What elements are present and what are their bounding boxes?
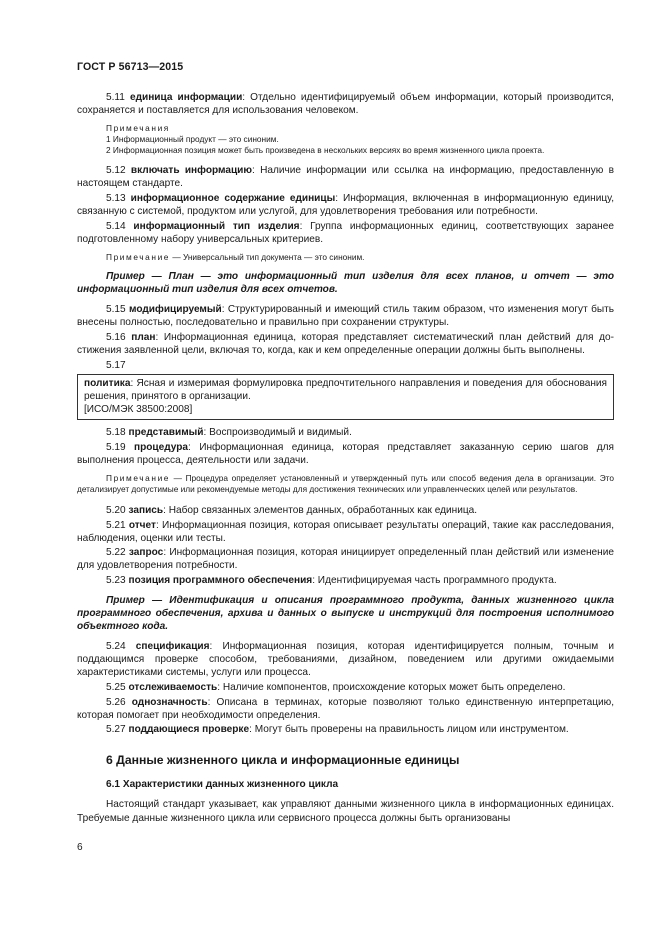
term-5-13: 5.13 информационное содержание единицы: Информация, включенная в информационную единицу, связанную с системой, продуктом или услугой, для удовлетворения требования или потребности.: [77, 193, 615, 218]
document-body: [77, 91, 614, 826]
section-6-1-text: Настоящий стандарт указывает, как управляют данными жизненного цикла в информационных единицах. Требуемые данные жизненного цикла или сервисного процесса должны быть организованы: [77, 799, 614, 824]
term-5-16: 5.16 план: Информационная единица, которая представляет систематический план действий для достижения заявленной цели, включая то, когда, как и кем определенные операции должны быть выполнены.: [77, 331, 614, 356]
term-5-25: 5.25 отслеживаемость: Наличие компонентов, происхождение которых может быть определено.: [106, 682, 566, 694]
term-5-20: 5.20 запись: Набор связанных элементов данных, обработанных как единица.: [106, 504, 478, 516]
term-5-14: 5.14 информационный тип изделия: Группа информационных единиц, соответствующих заранее подготовленному набору универсальных критериев.: [77, 220, 614, 245]
term-5-17-number: 5.17: [106, 359, 126, 371]
note-5-19: Примечание — Процедура определяет установленный и утвержденный путь или способ ведения дела в организации. Это детализирует допустимые или рекомендуемые методы для достижения технических или управленческих целей или результатов.: [77, 472, 614, 494]
term-5-26: 5.26 однозначность: Описана в терминах, которые позволяют только единственную интерпретацию, которая помогает при необходимости определения.: [77, 696, 614, 721]
section-6-heading: 6 Данные жизненного цикла и информационные единицы: [106, 753, 460, 768]
term-5-22: 5.22 запрос: Информационная позиция, которая инициирует определенный план действий или изменение для удовлетворения потребности.: [77, 547, 614, 572]
note-5-14: Примечание — Универсальный тип документа — это синоним.: [106, 251, 365, 262]
section-6-1-heading: 6.1 Характеристики данных жизненного цикла: [106, 779, 339, 791]
term-5-12: 5.12 включать информацию: Наличие информации или ссылка на информацию, предоставленную в настоящем стандарте.: [77, 165, 614, 190]
term-5-19: 5.19 процедура: Информационная единица, которая представляет заказанную серию шагов для выполнения процесса, деятельности или задачи.: [77, 441, 614, 466]
term-5-18: 5.18 представимый: Воспроизводимый и видимый.: [106, 426, 352, 438]
notes-title: Примечания: [106, 123, 170, 134]
note-2: 2 Информационная позиция может быть произведена в нескольких версиях во время жизненного цикла проекта.: [106, 145, 545, 156]
term-5-15: 5.15 модифицируемый: Структурированный и имеющий стиль таким образом, что изменения могут быть внесены полностью, последовательно и правильно при сохранении структуры.: [77, 304, 614, 329]
term-5-17-reference: [ИСО/МЭК 38500:2008]: [84, 403, 193, 415]
policy-definition-box: [77, 374, 614, 420]
term-5-11: 5.11 единица информации: Отдельно идентифицируемый объем информации, который производится, сохраняется и поставляется для использования человеком.: [77, 92, 614, 117]
example-software: Пример — Идентификация и описания программного продукта, данных жизненного цикла программного обеспечения, архива и данных о выпуске и инструкций для построения исполнимого объектного кода.: [77, 595, 614, 633]
document-header: ГОСТ Р 56713—2015: [77, 61, 184, 73]
term-5-21: 5.21 отчет: Информационная позиция, которая описывает результаты операций, такие как расследования, наблюдения, оценки или тесты.: [77, 519, 615, 544]
example-plan: Пример — План — это информационный тип изделия для всех планов, и отчет — это информационный тип изделия для всех отчетов.: [77, 271, 614, 296]
term-5-17: политика: Ясная и измеримая формулировка предпочтительного направления и поведения для обоснования решения, принятого в организации.: [84, 377, 607, 402]
note-1: 1 Информационный продукт — это синоним.: [106, 134, 279, 145]
term-5-23: 5.23 позиция программного обеспечения: Идентифицируемая часть программного продукта.: [106, 574, 557, 586]
term-5-27: 5.27 поддающиеся проверке: Могут быть проверены на правильность лицом или инструментом.: [106, 724, 569, 736]
term-5-24: 5.24 спецификация: Информационная позиция, которая идентифицируется полным, точным и поддающимся проверке способом, требованиями, дизайном, поведением или другими ожидаемыми характеристиками системы, услуги или процесса.: [77, 641, 614, 679]
page-number: 6: [77, 842, 83, 853]
notes-5-11: [77, 123, 614, 156]
